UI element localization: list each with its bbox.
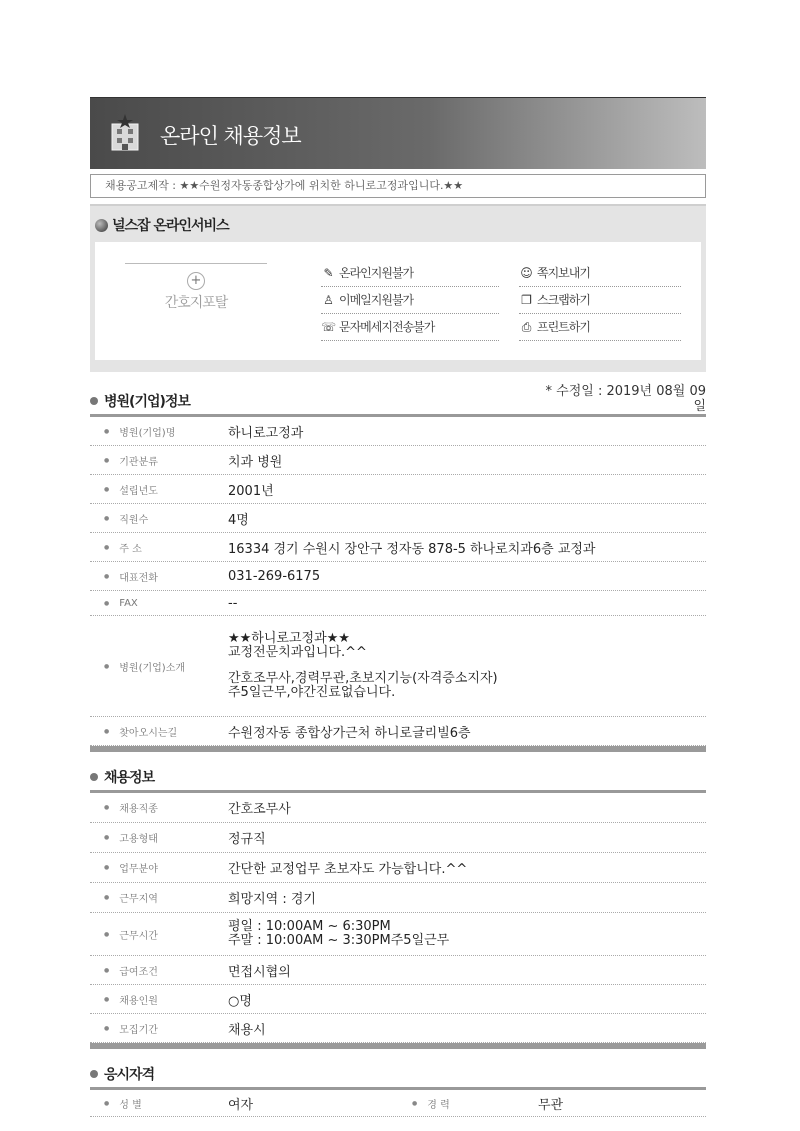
qualify-section-header xyxy=(90,1059,706,1090)
table-row: ● 설립년도 2001년 xyxy=(90,475,706,504)
section-divider xyxy=(90,746,706,752)
table-row: ● 기관분류 치과 병원 xyxy=(90,446,706,475)
company-section-header xyxy=(90,386,706,417)
plus-icon: + xyxy=(187,272,205,290)
sms-send-button[interactable]: ☏ 문자메세지전송불가 xyxy=(321,314,499,341)
phone-lock-icon: ☏ xyxy=(321,320,336,334)
edit-icon: ✎ xyxy=(323,266,333,280)
updated-date: * 수정일 : 2019년 08월 09 일 xyxy=(545,384,706,414)
building-icon xyxy=(108,112,142,152)
table-row: ● 근무지역 희망지역 : 경기 xyxy=(90,883,706,913)
table-row: ● 주 소 16334 경기 수원시 장안구 정자동 878-5 하나로치과6층 교정과 xyxy=(90,533,706,562)
bullet-icon xyxy=(95,219,108,232)
company-section-title: 병원(기업)정보 xyxy=(90,391,190,411)
table-row: ● 병원(기업)명 하니로고정과 xyxy=(90,417,706,446)
table-row: ● 채용인원 ○명 xyxy=(90,985,706,1014)
table-row: ● 찾아오시는길 수원정자동 종합상가근처 하니로글리빌6층 xyxy=(90,717,706,746)
company-table xyxy=(90,417,706,746)
table-row: ● 채용직종 간호조무사 xyxy=(90,793,706,823)
page-banner xyxy=(90,97,706,169)
print-icon: ⎙ xyxy=(521,320,531,334)
table-row: ● 고용형태 정규직 xyxy=(90,823,706,853)
posting-notice: 채용공고제작 : ★★수원정자동종합상가에 위치한 하니로고정과입니다.★★ xyxy=(90,174,706,198)
nurse-portal-link[interactable] xyxy=(125,263,267,332)
scrap-icon: ❐ xyxy=(521,293,531,307)
table-row: ● FAX -- xyxy=(90,591,706,616)
recruit-section-title: 채용정보 xyxy=(90,767,154,787)
table-row: ● 병원(기업)소개 ★★하니로고정과★★ 교정전문치과입니다.^^ 간호조무사,경력무관,초보지기능(자격증소지자) 주5일근무,야간진료없습니다. xyxy=(90,616,706,717)
job-posting-page xyxy=(90,97,706,1117)
service-column-right xyxy=(519,260,681,341)
recruit-table xyxy=(90,793,706,1043)
table-row: ● 대표전화 031-269-6175 xyxy=(90,562,706,591)
service-inner xyxy=(95,242,701,360)
table-row: ● 급여조건 면접시협의 xyxy=(90,956,706,985)
send-message-button[interactable]: ☺ 쪽지보내기 xyxy=(519,260,681,287)
career-value: 무관 xyxy=(538,1097,564,1113)
page-title: 온라인 채용정보 xyxy=(160,124,301,148)
message-person-icon: ☺ xyxy=(520,266,532,280)
table-row: ● 모집기간 채용시 xyxy=(90,1014,706,1043)
mail-person-icon: ♙ xyxy=(323,293,333,307)
qualify-section-title: 응시자격 xyxy=(90,1064,154,1084)
online-apply-button[interactable]: ✎ 온라인지원불가 xyxy=(321,260,499,287)
table-row: ● 업무분야 간단한 교정업무 초보자도 가능합니다.^^ xyxy=(90,853,706,883)
scrap-button[interactable]: ❐ 스크랩하기 xyxy=(519,287,681,314)
email-apply-button[interactable]: ♙ 이메일지원불가 xyxy=(321,287,499,314)
service-column-left xyxy=(321,260,499,341)
recruit-section-header xyxy=(90,762,706,793)
gender-value: 여자 xyxy=(228,1097,254,1113)
nurse-portal-label: 간호지포탈 xyxy=(164,295,228,311)
table-row: ● 근무시간 평일 : 10:00AM ~ 6:30PM 주말 : 10:00AM ~ 3:30PM주5일근무 xyxy=(90,913,706,956)
online-service-panel xyxy=(90,204,706,372)
table-row: ● 성 별 여자 ● 경 력 무관 xyxy=(90,1090,706,1117)
table-row: ● 직원수 4명 xyxy=(90,504,706,533)
service-title: 널스잡 온라인서비스 xyxy=(95,215,229,235)
print-button[interactable]: ⎙ 프린트하기 xyxy=(519,314,681,341)
section-divider xyxy=(90,1043,706,1049)
